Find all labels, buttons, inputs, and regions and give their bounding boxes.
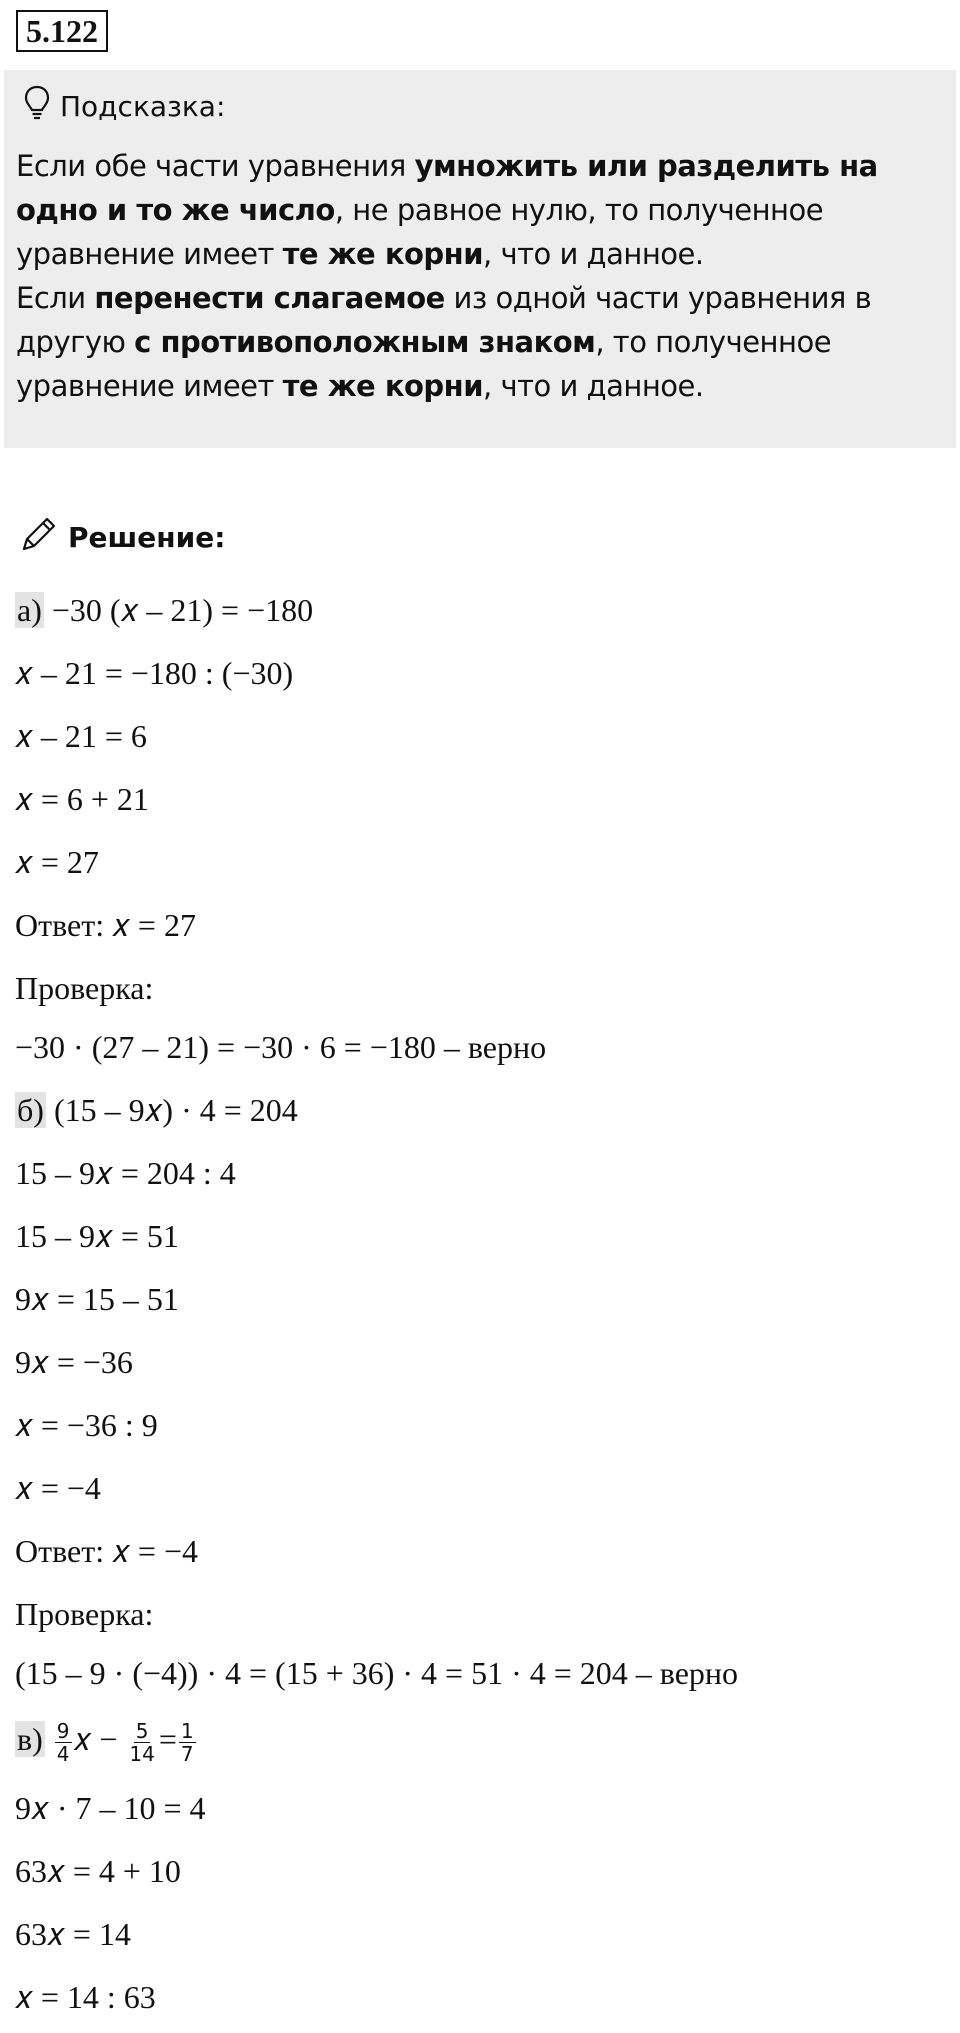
- part-label-b: б): [17, 1092, 44, 1128]
- fraction: [127, 1720, 156, 1765]
- equation: (15 – 9𝑥) · 4 = 204: [45, 1092, 298, 1128]
- operator: −: [99, 1721, 118, 1757]
- task-number: 5.122: [16, 10, 108, 52]
- solution-lines: [15, 583, 945, 2033]
- solution-line: 15 – 9𝑥 = 204 : 4: [15, 1155, 236, 1191]
- solution-line: [15, 1083, 945, 1146]
- hint-title: Подсказка:: [60, 89, 226, 123]
- solution-line: 𝑥 = 6 + 21: [15, 781, 149, 817]
- hint-text-part: , что и данное.: [483, 237, 704, 271]
- solution-line: 9𝑥 · 7 – 10 = 4: [15, 1790, 206, 1826]
- solution-header: [18, 512, 225, 562]
- solution-line: 𝑥 = −36 : 9: [15, 1407, 158, 1443]
- solution-line: 9𝑥 = −36: [15, 1344, 133, 1380]
- hint-header: [24, 84, 225, 128]
- denominator: 7: [180, 1742, 194, 1767]
- equation: −30 (𝑥 – 21) = −180: [43, 592, 314, 628]
- answer-line: Ответ: 𝑥 = 27: [15, 907, 196, 943]
- variable: 𝑥: [73, 1721, 92, 1757]
- solution-line: 𝑥 = −4: [15, 1470, 101, 1506]
- solution-line: 63𝑥 = 14: [15, 1916, 131, 1952]
- hint-box: [4, 70, 956, 448]
- answer-line: Ответ: 𝑥 = −4: [15, 1533, 199, 1569]
- solution-line: [15, 1709, 945, 1781]
- lightbulb-icon: [24, 85, 50, 128]
- numerator: 5: [135, 1719, 149, 1744]
- denominator: 4: [56, 1742, 70, 1767]
- hint-bold-part: с противоположным знаком: [134, 325, 596, 359]
- solution-line: 𝑥 = 27: [15, 844, 99, 880]
- solution-line: 𝑥 = 14 : 63: [15, 1979, 156, 2015]
- operator: =: [158, 1721, 177, 1757]
- hint-text-part: Если: [16, 281, 95, 315]
- solution-line: [15, 583, 945, 646]
- hint-text-part: , то полученное уравнение имеет: [16, 325, 832, 403]
- check-line: −30 · (27 – 21) = −30 · 6 = −180 – верно: [15, 1029, 547, 1065]
- check-label: Проверка:: [15, 970, 154, 1006]
- numerator: 9: [56, 1719, 70, 1744]
- solution-line: 9𝑥 = 15 – 51: [15, 1281, 179, 1317]
- solution-line: 𝑥 – 21 = 6: [15, 718, 147, 754]
- numerator: 1: [180, 1719, 194, 1744]
- hint-bold-part: перенести слагаемое: [94, 281, 445, 315]
- hint-text-part: , что и данное.: [483, 369, 704, 403]
- fraction: [179, 1720, 196, 1765]
- solution-title: Решение:: [68, 520, 226, 554]
- denominator: 14: [129, 1742, 155, 1767]
- hint-bold-part: те же корни: [282, 237, 484, 271]
- hint-text-part: Если обе части уравнения: [16, 149, 415, 183]
- check-line: (15 – 9 · (−4)) · 4 = (15 + 36) · 4 = 51 · 4 = 204 – верно: [15, 1655, 739, 1691]
- fraction: [55, 1720, 72, 1765]
- part-label-c: в): [17, 1721, 43, 1757]
- solution-line: 𝑥 – 21 = −180 : (−30): [15, 655, 294, 691]
- hint-text-part: из одной части уравнения в другую: [16, 281, 872, 359]
- part-label-a: а): [17, 592, 42, 628]
- hint-text-part: , не равное нулю, то полученное уравнение имеет: [16, 193, 824, 271]
- check-label: Проверка:: [15, 1596, 154, 1632]
- solution-line: 15 – 9𝑥 = 51: [15, 1218, 179, 1254]
- pencil-icon: [18, 513, 60, 562]
- hint-text: [16, 144, 951, 408]
- solution-line: 63𝑥 = 4 + 10: [15, 1853, 181, 1889]
- hint-bold-part: умножить или разделить на одно и то же число: [16, 149, 878, 227]
- hint-bold-part: те же корни: [282, 369, 484, 403]
